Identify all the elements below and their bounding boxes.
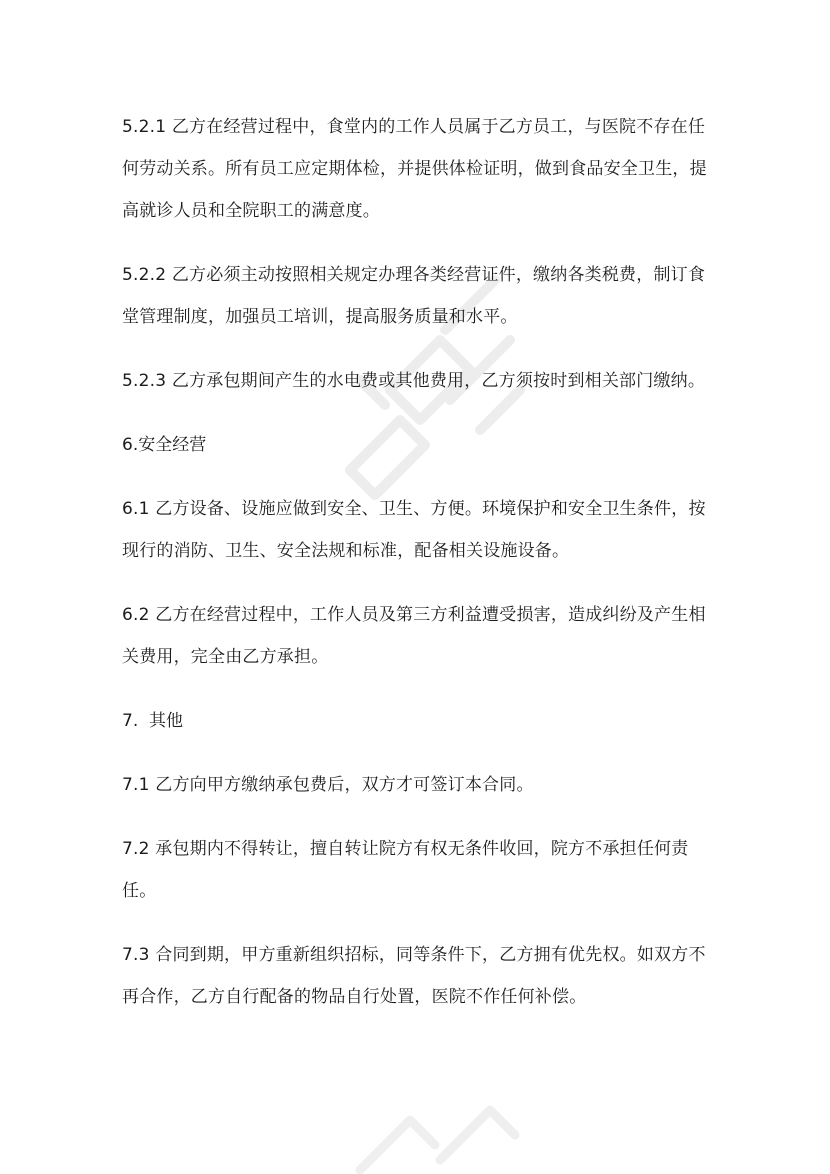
clause-7-2: 7.2 承包期内不得转让，擅自转让院方有权无条件收回，院方不承担任何责任。 [122,839,689,901]
clause-5-2-2: 5.2.2 乙方必须主动按照相关规定办理各类经营证件，缴纳各类税费，制订食堂管理制度，加强员工培训，提高服务质量和水平。 [122,265,706,327]
watermark-logo-bottom [340,1080,540,1174]
clause-7-1: 7.1 乙方向甲方缴纳承包费后，双方才可签订本合同。 [122,775,534,795]
clause-6-1: 6.1 乙方设备、设施应做到安全、卫生、方便。环境保护和安全卫生条件，按现行的消防、卫生、安全法规和标准，配备相关设施设备。 [122,499,706,561]
section-heading-6: 6.安全经营 [122,435,207,455]
clause-7-3: 7.3 合同到期，甲方重新组织招标，同等条件下，乙方拥有优先权。如双方不再合作，乙方自行配备的物品自行处置，医院不作任何补偿。 [122,945,706,1007]
section-heading-7: 7. 其他 [122,711,184,731]
clause-5-2-1: 5.2.1 乙方在经营过程中，食堂内的工作人员属于乙方员工，与医院不存在任何劳动关系。所有员工应定期体检，并提供体检证明，做到食品安全卫生，提高就诊人员和全院职工的满意度。 [122,117,707,221]
document-body [122,106,712,1040]
clause-6-2: 6.2 乙方在经营过程中，工作人员及第三方利益遭受损害，造成纠纷及产生相关费用，完全由乙方承担。 [122,605,706,667]
clause-5-2-3: 5.2.3 乙方承包期间产生的水电费或其他费用，乙方须按时到相关部门缴纳。 [122,371,706,391]
